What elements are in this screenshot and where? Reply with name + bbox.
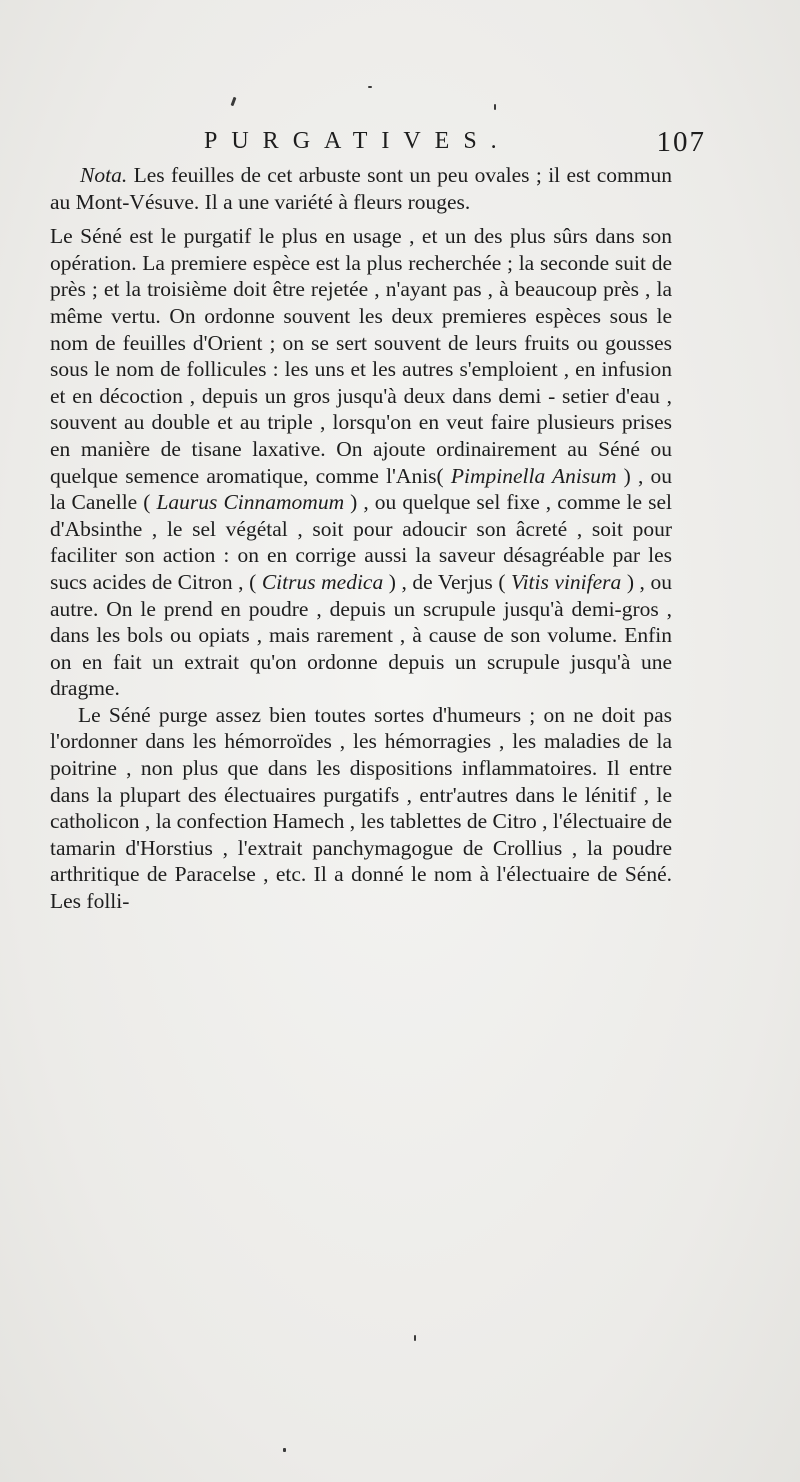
senna-paragraph: [50, 223, 672, 702]
ink-speck: [368, 86, 372, 88]
running-head-title: PURGATIVES.: [204, 128, 511, 154]
ink-speck: [414, 1335, 416, 1341]
nota-paragraph: [50, 162, 672, 215]
nota-text: Les feuilles de cet arbuste sont un peu ovales ; il est commun au Mont-Vésuve. Il a une variété à fleurs rouges.: [50, 163, 672, 214]
senna-text-5: ) , ou autre. On le prend en poudre , depuis un scrupule jusqu'à demi-gros , dans les bols ou opiats , mais rarement , à cause de son volume. Enfin on en fait un extrait qu'on ordonne depuis un scrupule jusqu'à une dragme.: [50, 569, 672, 701]
pimpinella-name: Pimpinella Anisum: [450, 463, 617, 488]
senna-text-1: Le Séné est le purgatif le plus en usage , et un des plus sûrs dans son opération. La premiere espèce est la plus recherchée ; la seconde suit de près ; et la troisième doit être rejetée , n'ayant pas , à beaucoup près , la même vertu. On ordonne souvent les deux premieres espèces sous le nom de feuilles d'Orient ; on se sert souvent de leurs fruits ou gousses sous le nom de follicules : les uns et les autres s'emploient , en infusion et en décoction , depuis un gros jusqu'à deux dans demi - setier d'eau , souvent au double et au triple , lorsqu'on en veut faire plusieurs prises en manière de tisane laxative. On ajoute ordinairement au Séné ou quelque semence aromatique, comme l'Anis(: [50, 224, 672, 488]
senna-effects-text: Le Séné purge assez bien toutes sortes d'humeurs ; on ne doit pas l'ordonner dans les hémorroïdes , les hémorragies , les maladies de la poitrine , non plus que dans les dispositions inflammatoires. Il entre dans la plupart des électuaires purgatifs , entr'autres dans le lénitif , le catholicon , la confection Hamech , les tablettes de Citro , l'électuaire de tamarin d'Horstius , l'extrait panchymagogue de Crollius , la poudre arthritique de Paracelse , etc. Il a donné le nom à l'électuaire de Séné. Les folli-: [50, 702, 672, 914]
senna-effects-paragraph: [50, 702, 672, 915]
ink-speck: [494, 104, 496, 110]
senna-text-3: ) , ou quelque sel fixe , comme le sel d'Absinthe , le sel végétal , soit pour adoucir son âcreté , soit pour faciliter son action : on en corrige aussi la saveur désagréable par les sucs acides de Citron , (: [50, 490, 672, 594]
senna-text-2: ) , ou la Canelle (: [50, 463, 672, 515]
body-text: [50, 162, 672, 915]
ink-speck: [283, 1448, 286, 1452]
senna-text-4: ) , de Verjus (: [383, 569, 512, 594]
laurus-name: Laurus Cinnamomum: [156, 490, 345, 515]
nota-label: Nota.: [80, 163, 128, 187]
page-number: 107: [656, 126, 706, 158]
vitis-name: Vitis vinifera: [511, 569, 622, 594]
ink-speck: [231, 97, 237, 106]
citrus-name: Citrus medica: [261, 569, 384, 594]
